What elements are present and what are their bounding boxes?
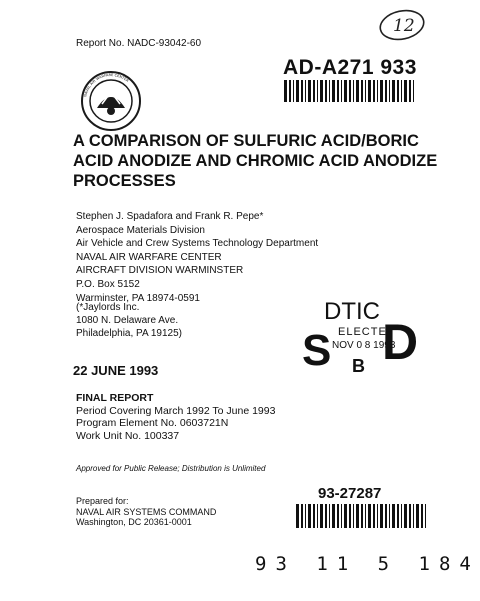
barcode-bar: [392, 504, 395, 528]
barcode-bar: [308, 80, 311, 102]
handwritten-12-mark: [377, 8, 427, 42]
barcode-bar: [301, 504, 303, 528]
final-report-heading: FINAL REPORT: [76, 392, 154, 404]
barcode-bar: [385, 80, 387, 102]
barcode-bar: [332, 504, 335, 528]
author-line: Air Vehicle and Crew Systems Technology Department: [76, 238, 319, 250]
barcode-bar: [325, 80, 327, 102]
final-report-line: Period Covering March 1992 To June 1993: [76, 404, 276, 417]
barcode-bar: [413, 80, 414, 102]
barcode-bar: [404, 80, 407, 102]
barcode-bar: [332, 80, 335, 102]
barcode-bar: [296, 504, 299, 528]
prepared-line: NAVAL AIR SYSTEMS COMMAND: [76, 506, 217, 517]
barcode-bar: [313, 504, 315, 528]
barcode-bar: [373, 504, 375, 528]
affiliation-block: [76, 301, 182, 340]
barcode-bar: [380, 504, 383, 528]
stamp-dtic: DTIC: [324, 298, 380, 325]
barcode-bar: [404, 504, 407, 528]
barcode-bar: [341, 80, 342, 102]
barcode-bar: [356, 504, 359, 528]
seal-text: NAVAL AIR WARFARE CENTER: [83, 72, 130, 98]
barcode-bar: [289, 80, 291, 102]
ad-number: AD-A271 933: [283, 56, 417, 79]
barcode-bar: [397, 80, 399, 102]
barcode-bar: [341, 504, 342, 528]
svg-text:NAVAL AIR WARFARE CENTER: [83, 73, 129, 97]
barcode-bar: [397, 504, 399, 528]
barcode-bar: [368, 504, 371, 528]
barcode-bar: [329, 504, 330, 528]
barcode-bar: [337, 504, 339, 528]
barcode-bar: [325, 504, 327, 528]
barcode-bar: [361, 504, 363, 528]
barcode-bar: [361, 80, 363, 102]
prepared-line: Washington, DC 20361-0001: [76, 517, 192, 527]
barcode-bar: [301, 80, 303, 102]
report-number: Report No. NADC-93042-60: [76, 38, 202, 49]
stamp-date: NOV 0 8 1993: [332, 340, 396, 351]
stamp-letter-b: B: [352, 356, 365, 376]
barcode-bar: [329, 80, 330, 102]
barcode-bar: [320, 504, 323, 528]
ad-barcode: [284, 80, 416, 102]
barcode-bar: [389, 504, 390, 528]
barcode-bar: [413, 504, 414, 528]
barcode-bar: [416, 504, 419, 528]
final-report-line: Work Unit No. 100337: [76, 429, 180, 442]
barcode-bar: [377, 80, 378, 102]
stamp-letter-d: D: [382, 314, 419, 370]
barcode-bar: [349, 80, 351, 102]
stamp-elected: ELECTE: [338, 326, 387, 338]
document-title: A COMPARISON OF SULFURIC ACID/BORIC ACID ANODIZE AND CHROMIC ACID ANODIZE PROCESSES: [73, 132, 438, 190]
barcode-bar: [380, 80, 383, 102]
barcode-bar: [305, 504, 306, 528]
barcode-bar: [353, 504, 354, 528]
barcode-bar: [409, 80, 411, 102]
prepared-line: Prepared for:: [76, 496, 129, 506]
barcode-bar: [365, 80, 366, 102]
affiliation-line: (*Jaylords Inc.: [76, 302, 140, 313]
barcode-bar: [284, 80, 287, 102]
barcode-bar: [349, 504, 351, 528]
author-line: P.O. Box 5152: [76, 278, 140, 290]
barcode-bar: [344, 80, 347, 102]
barcode-bar: [401, 80, 402, 102]
barcode-bar: [401, 504, 402, 528]
barcode-bar: [320, 80, 323, 102]
barcode-bar: [365, 504, 366, 528]
barcode-bar: [317, 80, 318, 102]
barcode-bar: [353, 80, 354, 102]
author-line: Aerospace Materials Division: [76, 224, 205, 236]
navy-seal-icon: [80, 70, 142, 132]
barcode-bar: [317, 504, 318, 528]
barcode-bar: [344, 504, 347, 528]
affiliation-line: Philadelphia, PA 19125): [76, 328, 183, 339]
barcode-bar: [377, 504, 378, 528]
final-report-block: [76, 392, 275, 442]
barcode-bar: [389, 80, 390, 102]
stamp-letter-s: S: [302, 326, 332, 375]
final-report-line: Program Element No. 0603721N: [76, 417, 229, 429]
author-line: AIRCRAFT DIVISION WARMINSTER: [76, 265, 244, 277]
dtic-stamp: [302, 293, 419, 377]
barcode-bar: [305, 80, 306, 102]
barcode-bar: [385, 504, 387, 528]
bottom-code: 93 11 5 184: [255, 553, 480, 575]
report-date: 22 JUNE 1993: [73, 363, 159, 378]
release-statement: Approved for Public Release; Distribution is Unlimited: [76, 464, 266, 473]
author-line: Warminster, PA 18974-0591: [76, 292, 200, 304]
handwritten-number: 12: [393, 16, 415, 36]
author-names: Stephen J. Spadafora and Frank R. Pepe*: [76, 211, 264, 222]
barcode-bar: [293, 80, 294, 102]
barcode-bar: [296, 80, 299, 102]
barcode-bar: [356, 80, 359, 102]
barcode-bar: [425, 504, 426, 528]
barcode-bar: [409, 504, 411, 528]
barcode-bar: [373, 80, 375, 102]
authors-block: [76, 210, 318, 305]
barcode-bar: [368, 80, 371, 102]
affiliation-line: 1080 N. Delaware Ave.: [76, 315, 179, 326]
author-line: NAVAL AIR WARFARE CENTER: [76, 251, 222, 263]
prepared-for-block: [76, 496, 216, 528]
document-number: 93-27287: [318, 485, 382, 502]
barcode-bar: [313, 80, 315, 102]
barcode-bar: [392, 80, 395, 102]
barcode-bar: [337, 80, 339, 102]
document-barcode: [296, 504, 428, 528]
barcode-bar: [308, 504, 311, 528]
barcode-bar: [421, 504, 423, 528]
